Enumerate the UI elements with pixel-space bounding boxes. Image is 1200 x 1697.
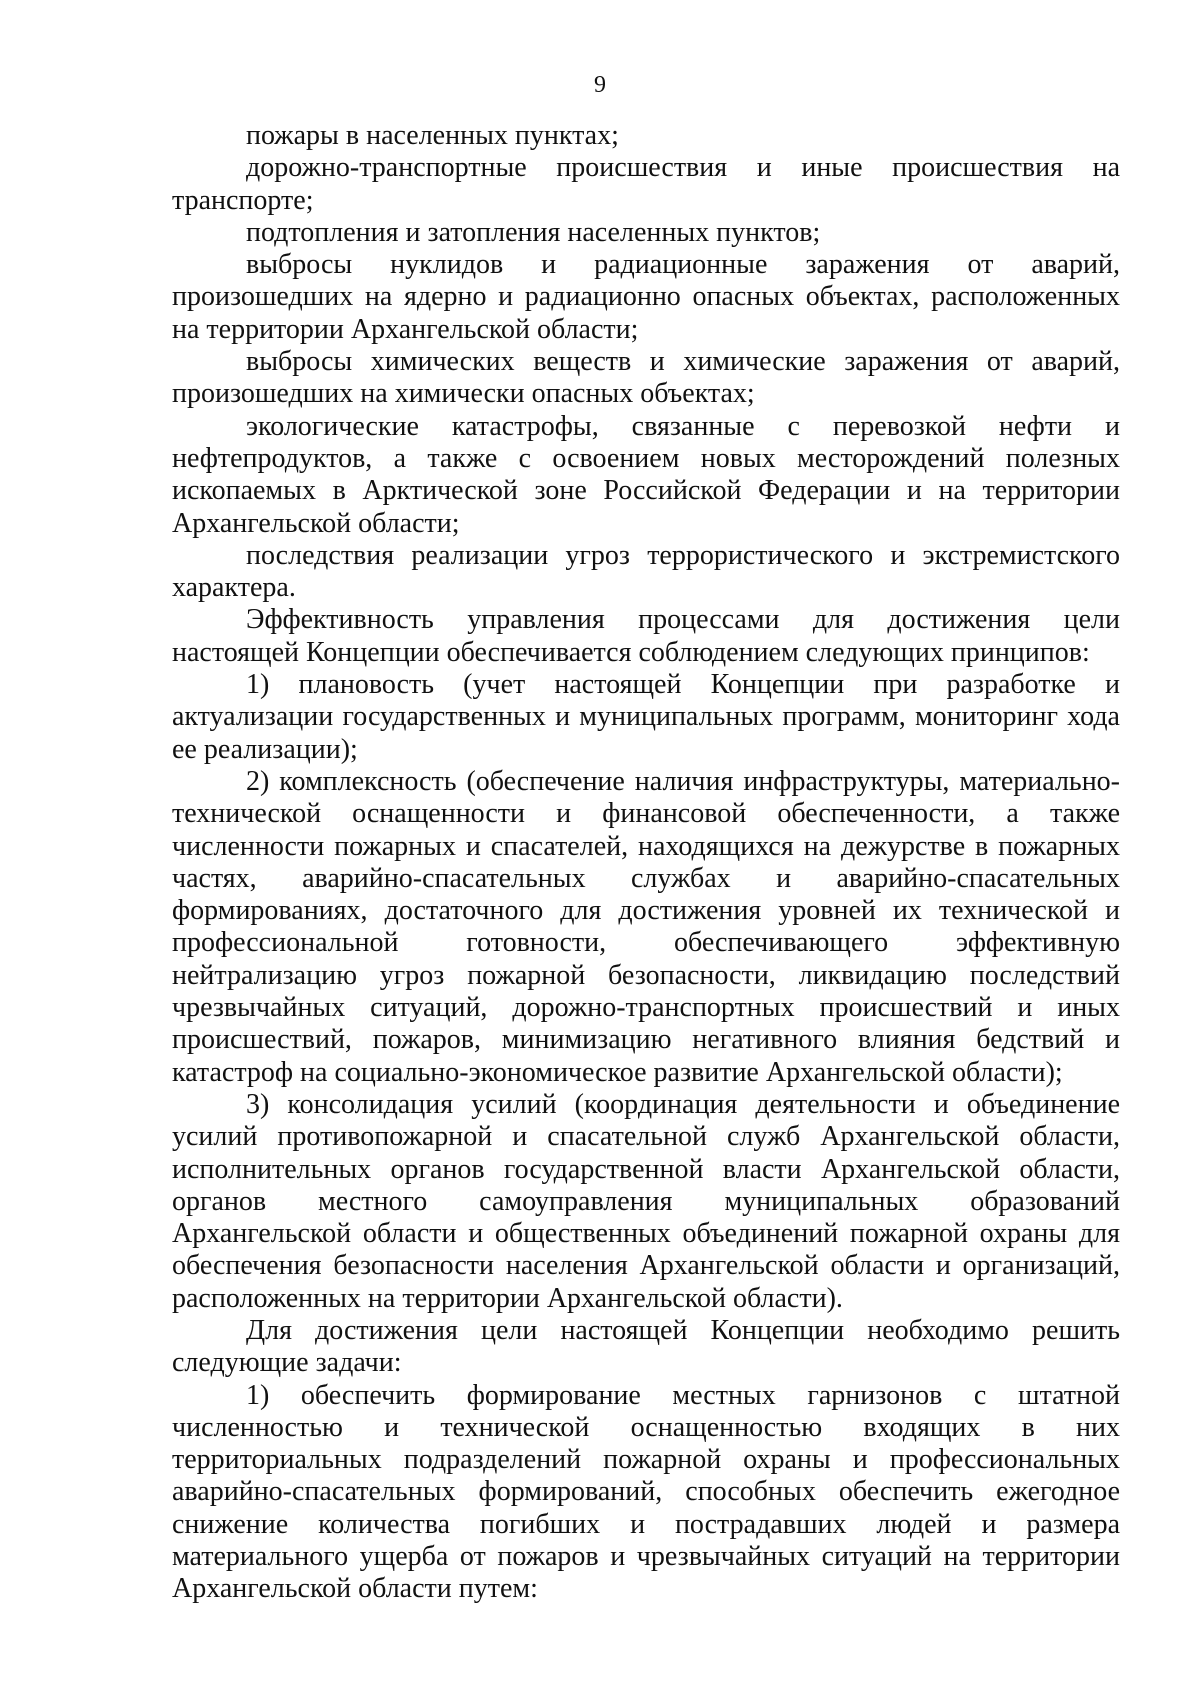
paragraph-road-accidents: дорожно-транспортные происшествия и иные происшествия на транспорте; xyxy=(172,152,1120,216)
paragraph-management-principles: Эффективность управления процессами для достижения цели настоящей Концепции обеспечивается соблюдением следующих принципов: xyxy=(172,604,1120,668)
paragraph-radiation-releases: выбросы нуклидов и радиационные заражения от аварий, произошедших на ядерно и радиационно опасных объектах, расположенных на территории Архангельской области; xyxy=(172,249,1120,345)
paragraph-ecological-disasters: экологические катастрофы, связанные с перевозкой нефти и нефтепродуктов, а также с освоением новых месторождений полезных ископаемых в Арктической зоне Российской Федерации и на территории Архангельской области; xyxy=(172,410,1120,539)
paragraph-chemical-releases: выбросы химических веществ и химические заражения от аварий, произошедших на химически опасных объектах; xyxy=(172,346,1120,410)
paragraph-terrorism-threats: последствия реализации угроз террористического и экстремистского характера. xyxy=(172,539,1120,604)
paragraph-principle-complexity: 2) комплексность (обеспечение наличия инфраструктуры, материально-технической оснащенности и финансовой обеспеченности, а также численности пожарных и спасателей, находящихся на дежурстве в пожарных частях, аварийно-спасательных службах и аварийно-спасательных формированиях, достаточного для достижения уровней их технической и профессиональной готовности, обеспечивающего эффективную нейтрализацию угроз пожарной безопасности, ликвидацию последствий чрезвычайных ситуаций, дорожно-транспортных происшествий и иных происшествий, пожаров, минимизацию негативного влияния бедствий и катастроф на социально-экономическое развитие Архангельской области); xyxy=(172,765,1120,1088)
paragraph-task-garrisons: 1) обеспечить формирование местных гарнизонов с штатной численностью и технической оснащенностью входящих в них территориальных подразделений пожарной охраны и профессиональных аварийно-спасательных формирований, способных обеспечить ежегодное снижение количества погибших и пострадавших людей и размера материального ущерба от пожаров и чрезвычайных ситуаций на территории Архангельской области путем: xyxy=(172,1379,1120,1605)
page-number: 9 xyxy=(594,72,606,98)
paragraph-tasks-intro: Для достижения цели настоящей Концепции необходимо решить следующие задачи: xyxy=(172,1314,1120,1379)
paragraph-fires-in-settlements: пожары в населенных пунктах; xyxy=(246,120,619,151)
paragraph-principle-planning: 1) плановость (учет настоящей Концепции при разработке и актуализации государственных и муниципальных программ, мониторинг хода ее реализации); xyxy=(172,669,1120,765)
paragraph-flooding: подтопления и затопления населенных пунктов; xyxy=(246,216,821,248)
paragraph-principle-consolidation: 3) консолидация усилий (координация деятельности и объединение усилий противопожарной и спасательной служб Архангельской области, исполнительных органов государственной власти Архангельской области, органов местного самоуправления муниципальных образований Архангельской области и общественных объединений пожарной охраны для обеспечения безопасности населения Архангельской области и организаций, расположенных на территории Архангельской области). xyxy=(172,1088,1120,1314)
document-body xyxy=(172,120,1120,1606)
